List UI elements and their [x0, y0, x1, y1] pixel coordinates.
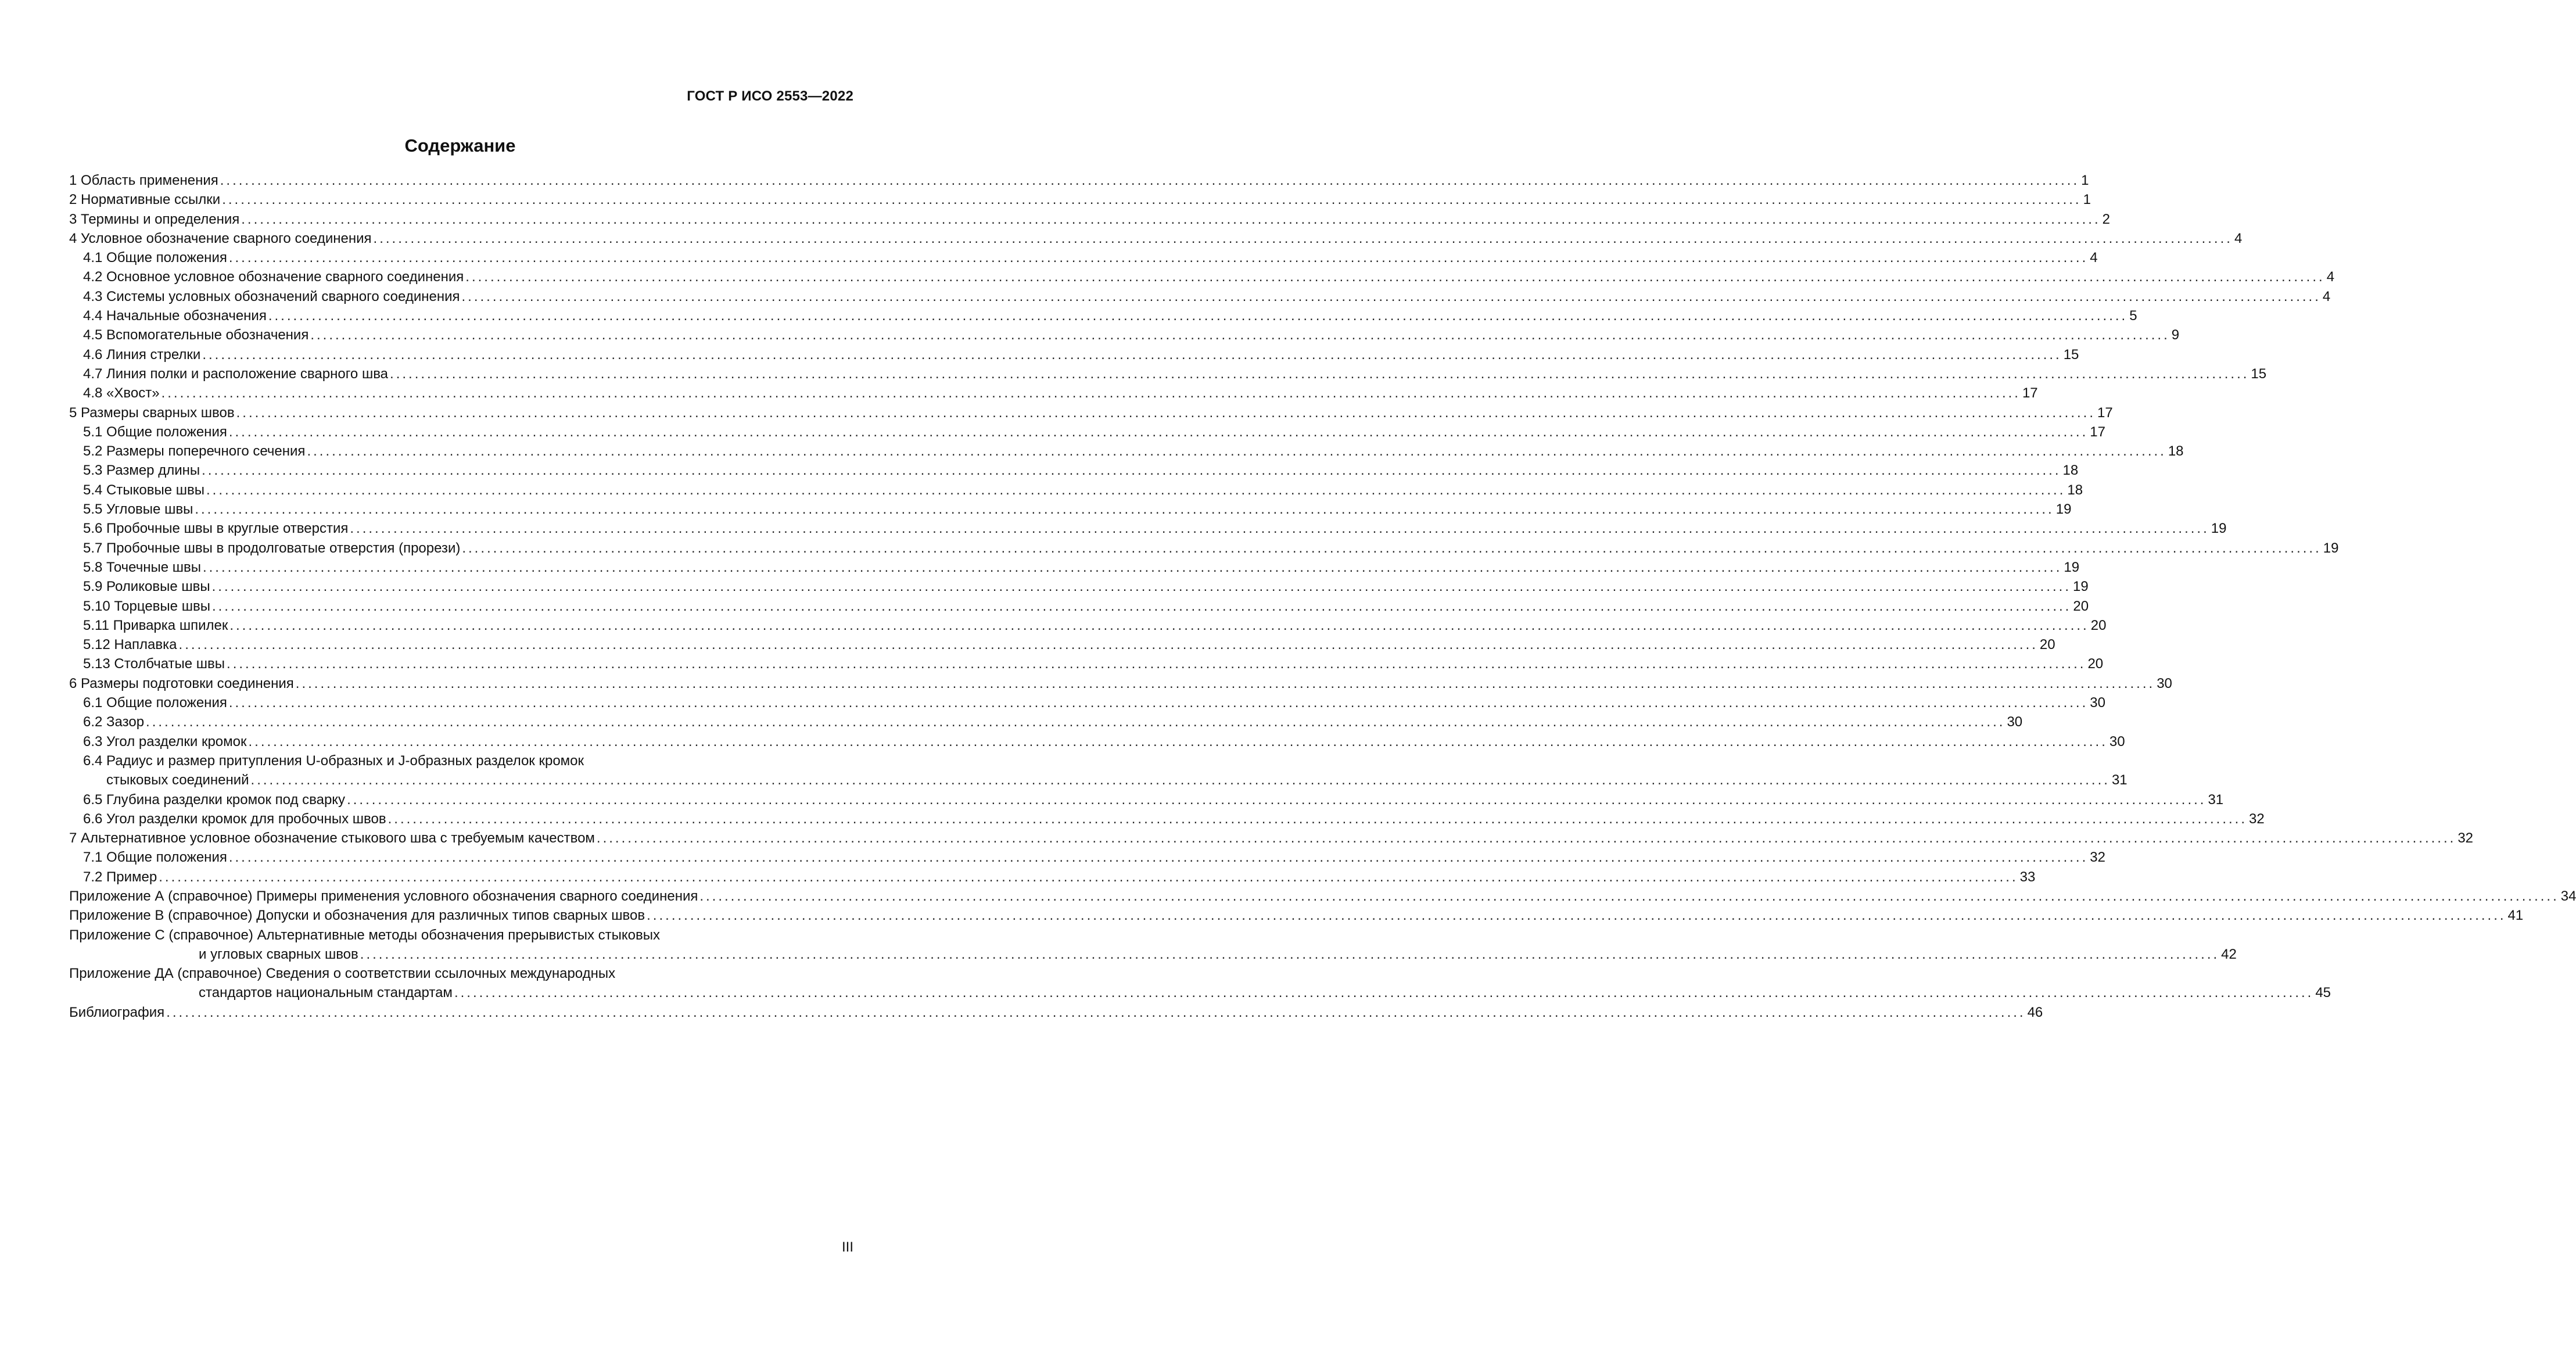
dot-leader: ............................................................................................................................................................................................................................................................................................................ — [241, 211, 2101, 227]
toc-page-number: 32 — [2457, 830, 2474, 847]
toc-entry-title: Приложение В (справочное) Допуски и обозначения для различных типов сварных швов — [69, 908, 645, 924]
toc-page-number: 33 — [2019, 869, 2036, 885]
toc-entry[interactable] — [69, 1003, 2043, 1022]
toc-entry-title: 6.1 Общие положения — [83, 695, 227, 711]
toc-entry-title: 5.11 Приварка шпилек — [83, 617, 228, 633]
toc-entry-title: 4.5 Вспомогательные обозначения — [83, 327, 309, 343]
toc-page-number: 4 — [2326, 269, 2335, 285]
toc-entry[interactable] — [69, 732, 2125, 751]
toc-entry-title: 6.2 Зазор — [83, 714, 145, 730]
toc-page-number: 18 — [2067, 482, 2083, 498]
toc-entry-title: 6.5 Глубина разделки кромок под сварку — [83, 791, 346, 808]
toc-entry-title: 1 Область применения — [69, 173, 218, 188]
toc-page-number: 34 — [2560, 888, 2576, 904]
toc-page-number: 18 — [2168, 443, 2184, 460]
toc-entry[interactable] — [69, 712, 2023, 732]
toc-entry-title: 4.7 Линия полки и расположение сварного шва — [83, 365, 389, 382]
toc-entry[interactable] — [69, 770, 2127, 790]
toc-entry[interactable] — [69, 577, 2089, 596]
toc-entry-title[interactable]: Приложение ДА (справочное) Сведения о соответствии ссылочных международных — [69, 966, 616, 982]
toc-entry-title: 5.1 Общие положения — [83, 424, 227, 440]
toc-entry-title: 6 Размеры подготовки соединения — [69, 675, 294, 691]
document-code: ГОСТ Р ИСО 2553—2022 — [687, 88, 853, 104]
toc-entry[interactable] — [69, 693, 2105, 712]
toc-entry-title: 4.1 Общие положения — [83, 250, 227, 266]
toc-entry[interactable] — [69, 500, 2072, 519]
toc-entry[interactable] — [69, 364, 2267, 383]
dot-leader: ............................................................................................................................................................................................................................................................................................................ — [206, 482, 2066, 498]
toc-page-number: 31 — [2208, 791, 2224, 808]
dot-leader: ............................................................................................................................................................................................................................................................................................................ — [461, 288, 2321, 304]
dot-leader: ............................................................................................................................................................................................................................................................................................................ — [159, 869, 2018, 885]
dot-leader: ............................................................................................................................................................................................................................................................................................................ — [360, 946, 2220, 962]
toc-entry[interactable] — [69, 539, 2339, 558]
toc-entry[interactable] — [69, 654, 2104, 673]
toc-page-number: 17 — [2022, 385, 2038, 401]
toc-page-number: 19 — [2055, 501, 2072, 518]
toc-entry[interactable] — [69, 442, 2184, 461]
toc-entry-title[interactable]: Приложение С (справочное) Альтернативные методы обозначения прерывистых стыковых — [69, 927, 660, 943]
toc-entry-title: 5.9 Роликовые швы — [83, 579, 210, 595]
toc-page-number: 9 — [2171, 327, 2180, 343]
toc-entry-title: 3 Термины и определения — [69, 211, 240, 227]
toc-entry[interactable] — [69, 809, 2265, 829]
dot-leader: ............................................................................................................................................................................................................................................................................................................ — [202, 462, 2061, 479]
dot-leader: ............................................................................................................................................................................................................................................................................................................ — [307, 443, 2166, 460]
toc-entry[interactable] — [69, 229, 2243, 248]
dot-leader: ............................................................................................................................................................................................................................................................................................................ — [295, 675, 2155, 691]
toc-page-number: 19 — [2211, 521, 2227, 537]
toc-entry[interactable] — [69, 674, 2172, 693]
dot-leader: ............................................................................................................................................................................................................................................................................................................ — [596, 830, 2456, 847]
toc-entry-title: 5.6 Пробочные швы в круглые отверстия — [83, 521, 349, 537]
toc-entry[interactable] — [69, 403, 2113, 422]
dot-leader: ............................................................................................................................................................................................................................................................................................................ — [248, 733, 2108, 750]
toc-entry[interactable] — [69, 345, 2079, 364]
toc-entry-title: 5.13 Столбчатые швы — [83, 656, 225, 672]
toc-page-number: 5 — [2129, 308, 2137, 324]
toc-entry-title: 4.2 Основное условное обозначение сварного соединения — [83, 269, 464, 285]
toc-entry[interactable] — [69, 248, 2098, 267]
toc-entry[interactable] — [69, 616, 2107, 635]
toc-entry-title: 4.4 Начальные обозначения — [83, 308, 267, 324]
toc-entry[interactable] — [69, 887, 2576, 906]
dot-leader: ............................................................................................................................................................................................................................................................................................................ — [390, 365, 2249, 382]
toc-entry[interactable] — [69, 306, 2137, 325]
dot-leader: ............................................................................................................................................................................................................................................................................................................ — [388, 811, 2247, 827]
toc-entry[interactable] — [69, 325, 2180, 345]
dot-leader: ............................................................................................................................................................................................................................................................................................................ — [178, 637, 2038, 653]
toc-entry-continuation: и угловых сварных швов — [199, 946, 358, 962]
toc-page-number: 1 — [2083, 192, 2091, 208]
toc-entry[interactable] — [69, 945, 2237, 964]
toc-page-number: 30 — [2090, 695, 2105, 711]
toc-page-number: 15 — [2063, 346, 2079, 363]
toc-page-number: 46 — [2027, 1004, 2043, 1020]
dot-leader: ............................................................................................................................................................................................................................................................................................................ — [211, 598, 2072, 614]
toc-entry-title: 2 Нормативные ссылки — [69, 192, 221, 208]
toc-entry-title: Библиография — [69, 1004, 165, 1020]
toc-page-number: 30 — [2109, 733, 2125, 750]
toc-entry-title: 5.8 Точечные швы — [83, 559, 201, 575]
dot-leader: ............................................................................................................................................................................................................................................................................................................ — [161, 385, 2021, 401]
toc-entry[interactable] — [69, 597, 2089, 616]
toc-entry-title: 5.3 Размер длины — [83, 462, 200, 479]
toc-entry-title: 4.8 «Хвост» — [83, 385, 160, 401]
toc-page-number: 42 — [2221, 946, 2237, 962]
toc-entry-title: 5.12 Наплавка — [83, 637, 177, 653]
dot-leader: ............................................................................................................................................................................................................................................................................................................ — [229, 617, 2089, 633]
toc-entry[interactable] — [69, 267, 2335, 286]
toc-entry[interactable] — [69, 287, 2331, 306]
toc-page-number: 20 — [2073, 598, 2089, 614]
toc-page-number: 17 — [2090, 424, 2105, 440]
toc-entry[interactable] — [69, 422, 2105, 442]
toc-entry-title: 7 Альтернативное условное обозначение стыкового шва с требуемым качеством — [69, 830, 595, 847]
toc-entry-title: 4.3 Системы условных обозначений сварного соединения — [83, 288, 460, 304]
toc-entry-title: 7.2 Пример — [83, 869, 157, 885]
dot-leader: ............................................................................................................................................................................................................................................................................................................ — [228, 424, 2089, 440]
toc-page-number: 19 — [2073, 579, 2089, 595]
toc-entry-title[interactable]: 6.4 Радиус и размер притупления U-образных и J-образных разделок кромок — [83, 752, 584, 769]
toc-entry-title: 5.7 Пробочные швы в продолговатые отверстия (прорези) — [83, 540, 461, 556]
dot-leader: ............................................................................................................................................................................................................................................................................................................ — [373, 230, 2233, 246]
toc-entry[interactable] — [69, 461, 2079, 480]
toc-page-number: 32 — [2249, 811, 2265, 827]
toc-page-number: 30 — [2007, 714, 2023, 730]
toc-page-number: 41 — [2507, 908, 2524, 924]
toc-entry-title: 4.6 Линия стрелки — [83, 346, 201, 363]
toc-entry-title: 7.1 Общие положения — [83, 849, 227, 866]
toc-entry[interactable] — [69, 790, 2224, 809]
toc-page-number: 17 — [2097, 404, 2113, 421]
dot-leader: ............................................................................................................................................................................................................................................................................................................ — [227, 656, 2086, 672]
toc-page-number: 15 — [2251, 365, 2267, 382]
toc-entry-continuation: стандартов национальным стандартам — [199, 985, 453, 1001]
toc-entry[interactable] — [69, 481, 2083, 500]
dot-leader: ............................................................................................................................................................................................................................................................................................................ — [195, 501, 2054, 518]
dot-leader: ............................................................................................................................................................................................................................................................................................................ — [465, 269, 2325, 285]
toc-entry[interactable] — [69, 383, 2038, 403]
toc-page-number: 19 — [2064, 559, 2080, 575]
dot-leader: ............................................................................................................................................................................................................................................................................................................ — [228, 250, 2089, 266]
dot-leader: ............................................................................................................................................................................................................................................................................................................ — [268, 308, 2128, 324]
dot-leader: ............................................................................................................................................................................................................................................................................................................ — [347, 791, 2207, 808]
toc-page-number: 19 — [2323, 540, 2339, 556]
toc-entry-title: Приложение А (справочное) Примеры применения условного обозначения сварного соединения — [69, 888, 698, 904]
toc-page-number: 20 — [2039, 637, 2055, 653]
dot-leader: ............................................................................................................................................................................................................................................................................................................ — [699, 888, 2559, 904]
toc-entry-title: 4 Условное обозначение сварного соединения — [69, 230, 372, 246]
toc-entry[interactable] — [69, 867, 2036, 887]
dot-leader: ............................................................................................................................................................................................................................................................................................................ — [146, 714, 2005, 730]
dot-leader: ............................................................................................................................................................................................................................................................................................................ — [202, 559, 2062, 575]
dot-leader: ............................................................................................................................................................................................................................................................................................................ — [228, 849, 2089, 866]
dot-leader: ............................................................................................................................................................................................................................................................................................................ — [250, 772, 2110, 788]
dot-leader: ............................................................................................................................................................................................................................................................................................................ — [211, 579, 2071, 595]
toc-entry[interactable] — [69, 829, 2474, 848]
dot-leader: ............................................................................................................................................................................................................................................................................................................ — [166, 1004, 2026, 1020]
dot-leader: ............................................................................................................................................................................................................................................................................................................ — [220, 173, 2080, 188]
toc-page-number: 2 — [2102, 211, 2110, 227]
toc-entry[interactable] — [69, 983, 2331, 1002]
toc-title: Содержание — [404, 135, 516, 156]
toc-entry[interactable] — [69, 848, 2105, 867]
toc-page-number: 18 — [2062, 462, 2079, 479]
toc-page-number: 4 — [2234, 230, 2243, 246]
toc-entry-title: 6.3 Угол разделки кромок — [83, 733, 247, 750]
dot-leader: ............................................................................................................................................................................................................................................................................................................ — [462, 540, 2322, 556]
toc-entry-title: 6.6 Угол разделки кромок для пробочных швов — [83, 811, 386, 827]
toc-page-number: 1 — [2081, 173, 2089, 188]
toc-page-number: 4 — [2090, 250, 2098, 266]
toc-page-number: 4 — [2322, 288, 2331, 304]
toc-entry-continuation: стыковых соединений — [106, 772, 249, 788]
toc-entry[interactable] — [69, 635, 2055, 654]
toc-entry[interactable] — [69, 190, 2091, 209]
toc-entry-title: 5.2 Размеры поперечного сечения — [83, 443, 306, 460]
toc-entry-title: 5.4 Стыковые швы — [83, 482, 204, 498]
page-number: III — [841, 1239, 853, 1255]
toc-entry-title: 5 Размеры сварных швов — [69, 404, 235, 421]
dot-leader: ............................................................................................................................................................................................................................................................................................................ — [202, 346, 2062, 363]
dot-leader: ............................................................................................................................................................................................................................................................................................................ — [236, 404, 2096, 421]
toc-page-number: 32 — [2090, 849, 2105, 866]
dot-leader: ............................................................................................................................................................................................................................................................................................................ — [222, 192, 2082, 208]
dot-leader: ............................................................................................................................................................................................................................................................................................................ — [454, 985, 2314, 1001]
toc-entry[interactable] — [69, 558, 2080, 577]
toc-entry[interactable] — [69, 519, 2227, 538]
dot-leader: ............................................................................................................................................................................................................................................................................................................ — [350, 521, 2209, 537]
toc-entry[interactable] — [69, 171, 2089, 190]
toc-page-number: 20 — [2090, 617, 2107, 633]
toc-entry[interactable] — [69, 210, 2110, 229]
dot-leader: ............................................................................................................................................................................................................................................................................................................ — [228, 695, 2089, 711]
toc-page-number: 31 — [2111, 772, 2127, 788]
toc-page-number: 30 — [2157, 675, 2172, 691]
dot-leader: ............................................................................................................................................................................................................................................................................................................ — [310, 327, 2170, 343]
toc-page-number: 20 — [2087, 656, 2104, 672]
table-of-contents — [69, 171, 2576, 1022]
toc-entry-title: 5.5 Угловые швы — [83, 501, 193, 518]
toc-entry-title: 5.10 Торцевые швы — [83, 598, 210, 614]
toc-page-number: 45 — [2315, 985, 2331, 1001]
toc-entry[interactable] — [69, 906, 2524, 925]
dot-leader: ............................................................................................................................................................................................................................................................................................................ — [647, 908, 2506, 924]
